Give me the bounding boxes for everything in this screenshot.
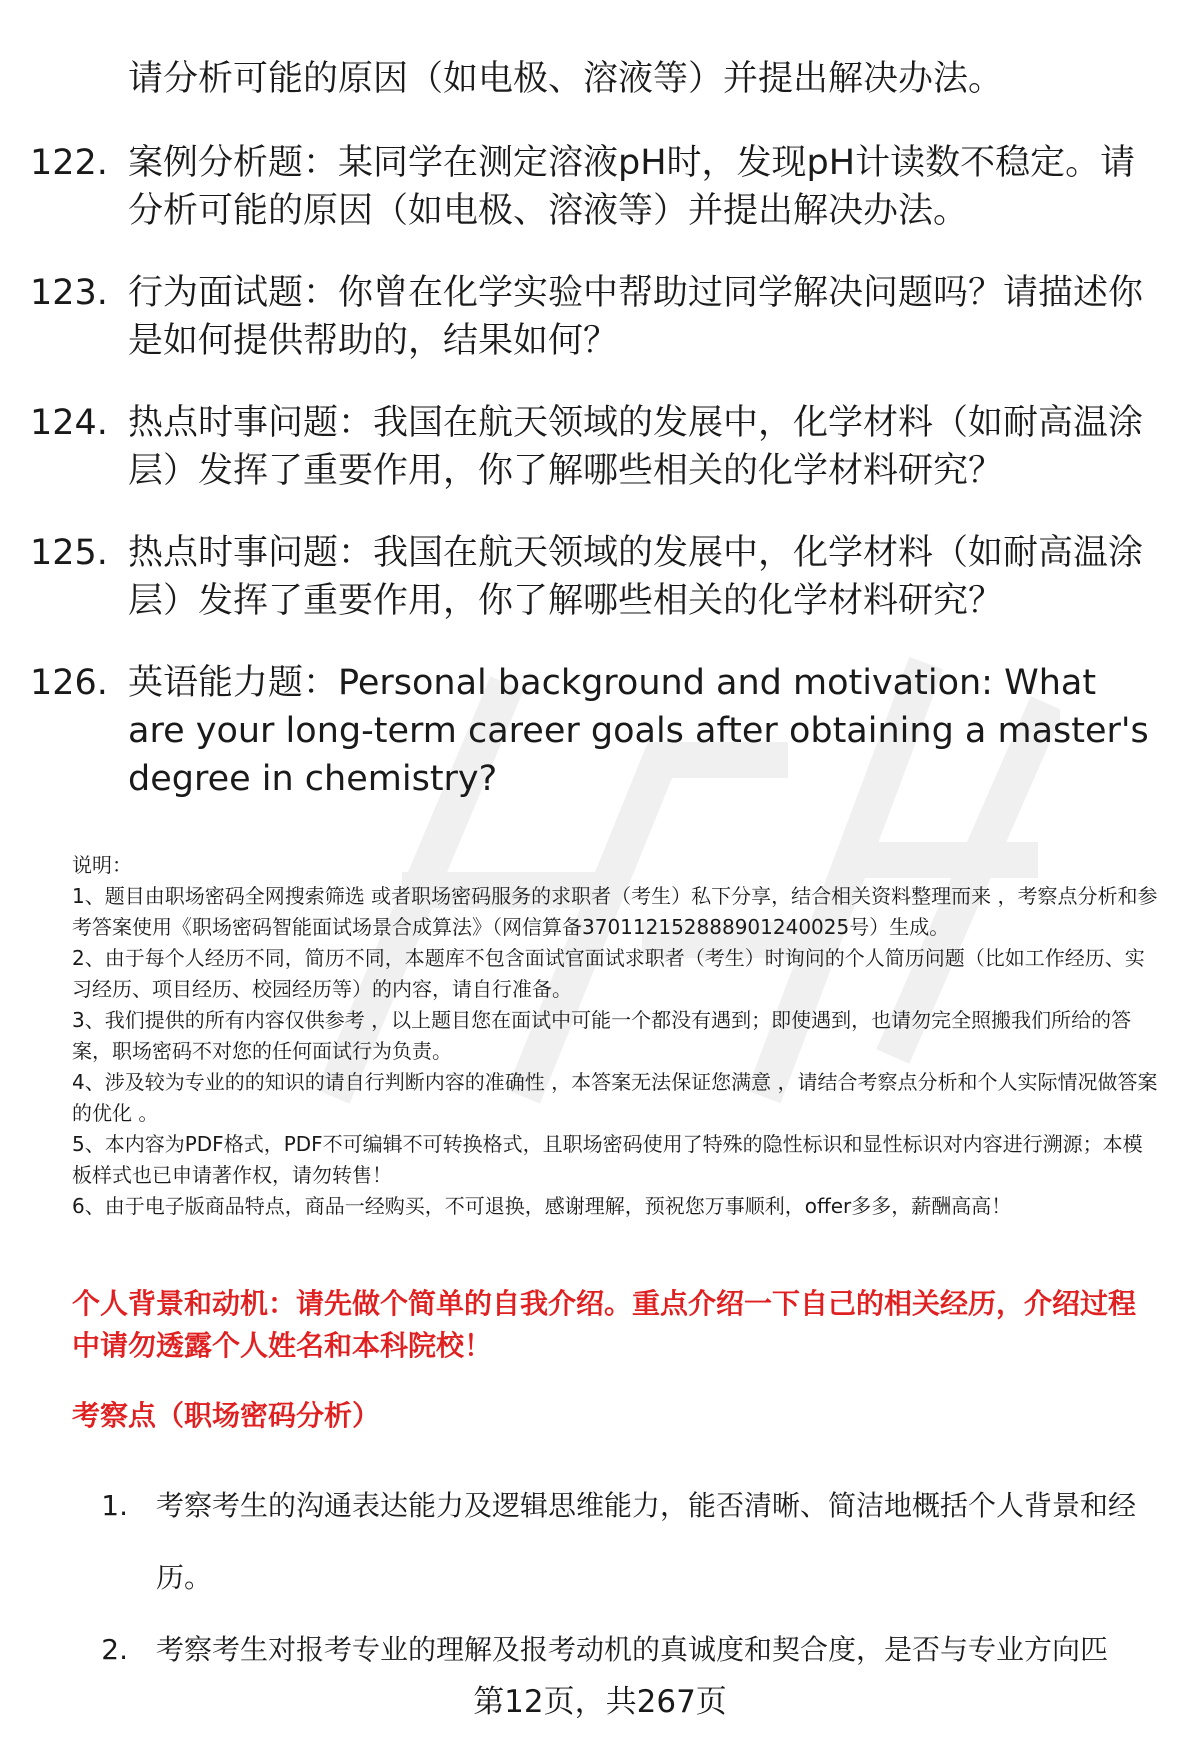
question-text: 行为面试题：你曾在化学实验中帮助过同学解决问题吗？请描述你是如何提供帮助的，结果如何？ — [128, 273, 1144, 361]
question-list — [30, 55, 1160, 837]
question-item — [30, 139, 1160, 235]
analysis-point-number: 2. — [101, 1633, 128, 1666]
note-item: 1、题目由职场密码全网搜索筛选 或者职场密码服务的求职者（考生）私下分享，结合相关资料整理而来 ，考察点分析和参考答案使用《职场密码智能面试场景合成算法》（网信算备370112152888901240025号）生成。 — [72, 884, 1158, 939]
analysis-point-text: 考察考生对报考专业的理解及报考动机的真诚度和契合度，是否与专业方向匹 — [156, 1633, 1109, 1666]
notes-title: 说明： — [72, 853, 132, 877]
question-number: 122. — [30, 143, 108, 183]
note-item: 5、本内容为PDF格式，PDF不可编辑不可转换格式，且职场密码使用了特殊的隐性标识和显性标识对内容进行溯源；本模板样式也已申请著作权，请勿转售！ — [72, 1132, 1143, 1187]
page-footer: 第12页，共267页 — [473, 1684, 727, 1720]
question-text: 热点时事问题：我国在航天领域的发展中，化学材料（如耐高温涂层）发挥了重要作用，你了解哪些相关的化学材料研究？ — [128, 403, 1144, 491]
note-item: 4、涉及较为专业的的知识的请自行判断内容的准确性 ，本答案无法保证您满意 ，请结合考察点分析和个人实际情况做答案的优化 。 — [72, 1070, 1158, 1125]
question-item — [30, 269, 1160, 365]
question-continued — [30, 55, 1160, 103]
analysis-heading: 考察点（职场密码分析） — [72, 1399, 381, 1432]
note-item: 2、由于每个人经历不同，简历不同，本题库不包含面试官面试求职者（考生）时询问的个人简历问题（比如工作经历、实习经历、项目经历、校园经历等）的内容，请自行准备。 — [72, 946, 1145, 1001]
question-number: 126. — [30, 663, 108, 703]
analysis-point-number: 1. — [101, 1489, 128, 1522]
question-item — [30, 399, 1160, 495]
notes-section — [72, 850, 1162, 1222]
question-text: 案例分析题：某同学在测定溶液pH时，发现pH计读数不稳定。请分析可能的原因（如电极、溶液等）并提出解决办法。 — [128, 143, 1136, 231]
question-number: 123. — [30, 273, 108, 313]
question-number: 124. — [30, 403, 108, 443]
featured-question: 个人背景和动机：请先做个简单的自我介绍。重点介绍一下自己的相关经历，介绍过程中请勿透露个人姓名和本科院校！ — [72, 1287, 1137, 1362]
note-item: 6、由于电子版商品特点，商品一经购买，不可退换，感谢理解，预祝您万事顺利，offer多多，薪酬高高！ — [72, 1194, 1012, 1218]
question-text: 热点时事问题：我国在航天领域的发展中，化学材料（如耐高温涂层）发挥了重要作用，你了解哪些相关的化学材料研究？ — [128, 533, 1144, 621]
question-item — [30, 659, 1160, 803]
analysis-point — [72, 1470, 1162, 1614]
question-text: 英语能力题：Personal background and motivation: What are your long-term career goals after obtaining a master's degree in chemistry? — [128, 663, 1149, 799]
note-item: 3、我们提供的所有内容仅供参考 ，以上题目您在面试中可能一个都没有遇到；即使遇到，也请勿完全照搬我们所给的答案，职场密码不对您的任何面试行为负责。 — [72, 1008, 1132, 1063]
analysis-points — [72, 1470, 1162, 1686]
analysis-point-text: 考察考生的沟通表达能力及逻辑思维能力，能否清晰、简洁地概括个人背景和经历。 — [156, 1489, 1137, 1594]
analysis-point — [72, 1614, 1162, 1686]
question-item — [30, 529, 1160, 625]
question-text: 请分析可能的原因（如电极、溶液等）并提出解决办法。 — [128, 59, 1004, 99]
question-number: 125. — [30, 533, 108, 573]
